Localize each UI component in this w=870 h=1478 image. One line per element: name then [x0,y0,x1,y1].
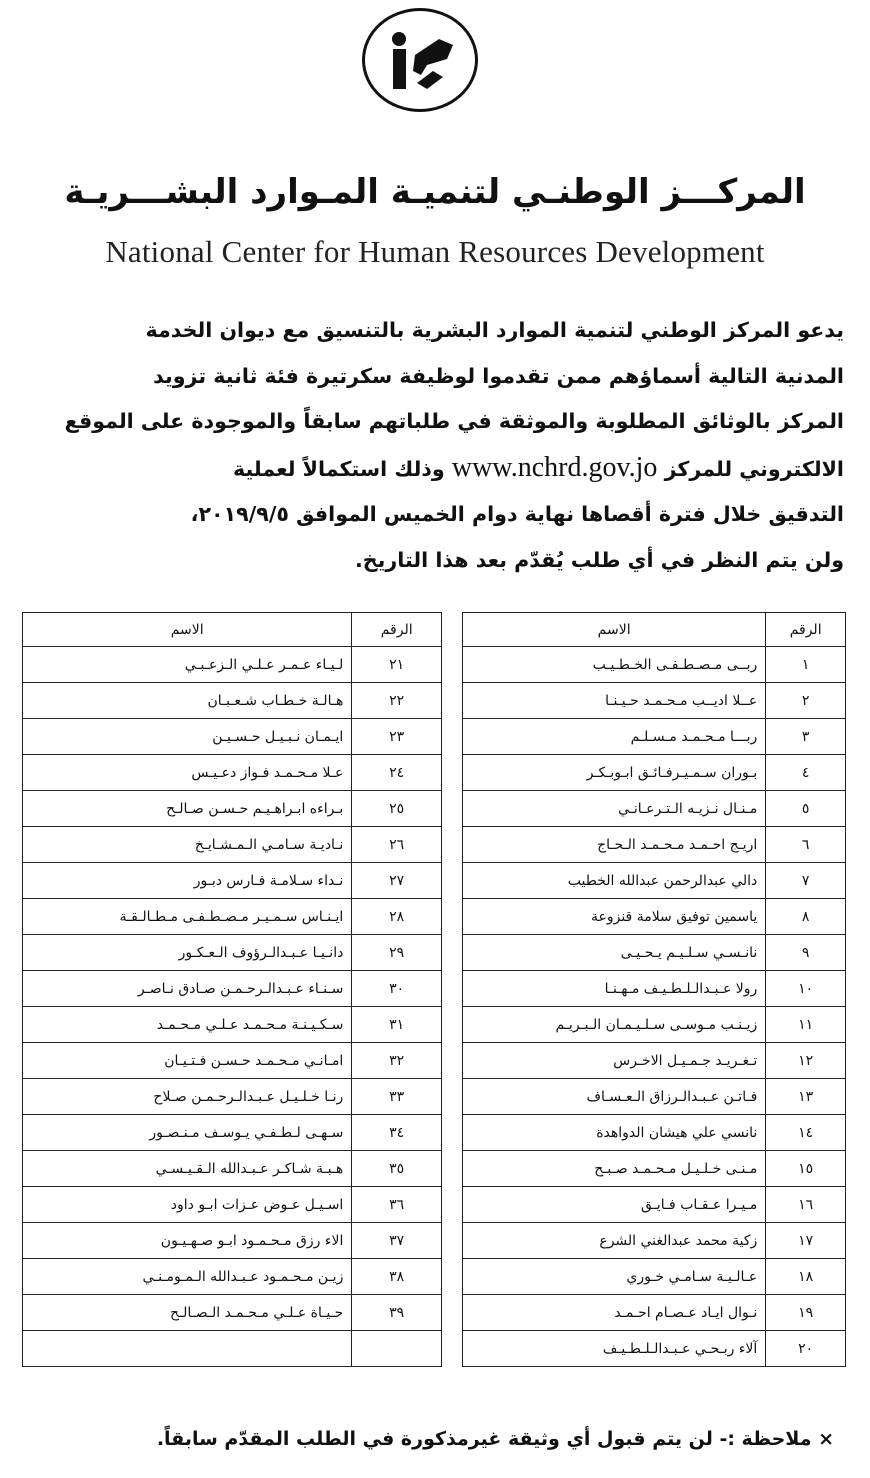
row-name [23,1331,352,1367]
table-row [463,755,846,791]
row-number: ٢٤ [352,755,442,791]
table-row [463,1295,846,1331]
table-row [23,1331,442,1367]
row-name: ربــى مـصـطـفـى الخـطـيـب [463,647,766,683]
column-header-number: الرقم [352,613,442,647]
row-name: نانسي علي هيشان الدواهدة [463,1115,766,1151]
row-name: عـالـيـة سـامـي خـوري [463,1259,766,1295]
table-header-row [23,613,442,647]
row-number: ١٩ [766,1295,846,1331]
row-name: ايـمـان نـبـيـل حـسـيـن [23,719,352,755]
row-name: مـنـى خـلـيـل مـحـمـد صـبـح [463,1151,766,1187]
row-number: ٣ [766,719,846,755]
table-row [463,791,846,827]
row-number: ٢٩ [352,935,442,971]
table-row [463,1223,846,1259]
row-number: ١٤ [766,1115,846,1151]
row-name: بـوران سـمـيـرفـائـق ابـوبـكـر [463,755,766,791]
table-row [463,935,846,971]
table-row [463,971,846,1007]
table-row [23,1043,442,1079]
row-number: ٣٥ [352,1151,442,1187]
table-row [23,899,442,935]
row-number: ١٠ [766,971,846,1007]
website-url[interactable]: www.nchrd.gov.jo [451,451,658,483]
row-name: هـالـة خـطـاب شـعـبـان [23,683,352,719]
logo-emblem-icon [365,11,475,109]
row-number: ١٨ [766,1259,846,1295]
row-name: زكية محمد عبدالغني الشرع [463,1223,766,1259]
row-name: الاء رزق مـحـمـود ابـو صـهـيـون [23,1223,352,1259]
table-body [23,647,442,1367]
row-number [352,1331,442,1367]
announcement-line-part: وذلك استكمالاً لعملية [233,456,445,481]
table-row [463,899,846,935]
row-number: ٢٦ [352,827,442,863]
row-number: ٥ [766,791,846,827]
center-logo [362,8,478,112]
row-number: ١٦ [766,1187,846,1223]
row-name: سـهـى لـطـفـي يـوسـف مـنـصـور [23,1115,352,1151]
row-name: امـانـي مـحـمـد حـسـن فـتـيـان [23,1043,352,1079]
row-number: ٢١ [352,647,442,683]
row-name: رنـا خـلـيـل عـبـدالـرحـمـن صـلاح [23,1079,352,1115]
table-row [23,935,442,971]
row-number: ١٢ [766,1043,846,1079]
row-number: ٣٣ [352,1079,442,1115]
row-number: ٢٣ [352,719,442,755]
table-row [463,1187,846,1223]
row-number: ١٧ [766,1223,846,1259]
row-number: ٣١ [352,1007,442,1043]
names-table-left [22,612,442,1367]
table-row [463,1007,846,1043]
table-row [463,683,846,719]
row-number: ٣٤ [352,1115,442,1151]
table-row [23,827,442,863]
table-row [23,791,442,827]
table-row [463,719,846,755]
row-number: ٣٧ [352,1223,442,1259]
table-row [463,1079,846,1115]
table-row [23,719,442,755]
announcement-line: المدنية التالية أسماؤهم ممن تقدموا لوظيفة سكرتيرة فئة ثانية تزويد [153,363,844,388]
table-row [23,755,442,791]
row-name: ياسمين توفيق سلامة قنزوعة [463,899,766,935]
table-row [23,1115,442,1151]
announcement-line: التدقيق خلال فترة أقصاها نهاية دوام الخميس الموافق ٢٠١٩/٩/٥، [190,502,844,526]
column-header-name: الاسم [23,613,352,647]
row-name: ايـنـاس سـمـيـر مـصـطـفـى مـطـالـقـة [23,899,352,935]
row-number: ٣٨ [352,1259,442,1295]
row-number: ٦ [766,827,846,863]
row-name: تـغـريـد جـمـيـل الاخـرس [463,1043,766,1079]
row-name: مـنـال نـزيـه الـتـرعـانـي [463,791,766,827]
row-name: ربـــا مـحـمـد مـسـلـم [463,719,766,755]
table-row [23,683,442,719]
row-number: ١٥ [766,1151,846,1187]
row-number: ٢٢ [352,683,442,719]
row-number: ٢٨ [352,899,442,935]
table-row [463,863,846,899]
table-row [23,1259,442,1295]
row-name: بـراءه ابـراهـيـم حـسـن صـالـح [23,791,352,827]
table-row [463,1259,846,1295]
row-name: نـداء سـلامـة فـارس دبـور [23,863,352,899]
row-name: دالي عبدالرحمن عبدالله الخطيب [463,863,766,899]
table-row [463,1115,846,1151]
row-name: زيـنـب مـوسـى سـلـيـمـان الـبـريـم [463,1007,766,1043]
row-name: آلاء ربـحـي عـبـدالـلـطـيـف [463,1331,766,1367]
row-number: ٢ [766,683,846,719]
row-number: ٣٢ [352,1043,442,1079]
row-name: سـكـيـنـة مـحـمـد عـلـي مـحـمـد [23,1007,352,1043]
row-number: ٤ [766,755,846,791]
table-row [23,1187,442,1223]
row-name: عــلا اديــب مـحـمـد حـيـنـا [463,683,766,719]
table-row [23,863,442,899]
table-row [463,1151,846,1187]
row-name: زيـن مـحـمـود عـبـدالله الـمـومـنـي [23,1259,352,1295]
row-name: اريـج احـمـد مـحـمـد الـحـاج [463,827,766,863]
row-name: نـوال ايـاد عـصـام احـمـد [463,1295,766,1331]
column-header-name: الاسم [463,613,766,647]
row-number: ٣٦ [352,1187,442,1223]
announcement-text [18,308,844,583]
row-number: ٧ [766,863,846,899]
row-number: ٢٧ [352,863,442,899]
announcement-line: المركز بالوثائق المطلوبة والموثقة في طلباتهم سابقاً والموجودة على الموقع [64,409,844,433]
row-number: ٣٩ [352,1295,442,1331]
row-name: عـلا مـحـمـد فـواز دعـيـس [23,755,352,791]
footnote: × ملاحظة :- لن يتم قبول أي وثيقة غيرمذكورة في الطلب المقدّم سابقاً. [156,1428,834,1450]
table-body [463,647,846,1367]
table-row [23,1295,442,1331]
table-row [23,647,442,683]
row-name: نانـسـي سـلـيـم يـحـيـى [463,935,766,971]
row-name: دانـيـا عـبـدالـرؤوف الـعـكـور [23,935,352,971]
center-title-arabic: المركـــز الوطنـي لتنميـة المـوارد البشـــريـة [64,172,806,212]
column-header-number: الرقم [766,613,846,647]
row-number: ٢٠ [766,1331,846,1367]
row-name: هـبـة شـاكـر عـبـدالله الـقـيـسـي [23,1151,352,1187]
row-number: ٢٥ [352,791,442,827]
table-row [463,1043,846,1079]
row-name: نـاديـة سـامـي الـمـشـايـخ [23,827,352,863]
row-name: سـنـاء عـبـدالـرحـمـن صـادق نـاصـر [23,971,352,1007]
row-number: ١ [766,647,846,683]
announcement-line-part: الالكتروني للمركز [664,456,844,481]
row-name: رولا عـبـدالـلـطـيـف مـهـنـا [463,971,766,1007]
row-name: مـيـرا عـقـاب فـايـق [463,1187,766,1223]
announcement-line: يدعو المركز الوطني لتنمية الموارد البشرية بالتنسيق مع ديوان الخدمة [145,318,844,342]
row-number: ٨ [766,899,846,935]
row-number: ١٣ [766,1079,846,1115]
table-row [23,1223,442,1259]
announcement-line: ولن يتم النظر في أي طلب يُقدّم بعد هذا التاريخ. [354,547,844,572]
table-row [463,827,846,863]
row-number: ١١ [766,1007,846,1043]
table-row [23,1007,442,1043]
table-row [23,971,442,1007]
row-name: حـيـاة عـلـي مـحـمـد الـصـالـح [23,1295,352,1331]
table-row [23,1151,442,1187]
row-number: ٣٠ [352,971,442,1007]
center-title-english: National Center for Human Resources Development [105,234,765,269]
row-name: لـيـاء عـمـر عـلـي الـزعـبـي [23,647,352,683]
table-row [463,647,846,683]
table-header-row [463,613,846,647]
row-number: ٩ [766,935,846,971]
names-table-right [462,612,846,1367]
row-name: اسـيـل عـوض عـزات ابـو داود [23,1187,352,1223]
table-row [23,1079,442,1115]
announcement-line [18,445,844,493]
table-row [463,1331,846,1367]
row-name: فـاتـن عـبـدالـرزاق الـعـسـاف [463,1079,766,1115]
